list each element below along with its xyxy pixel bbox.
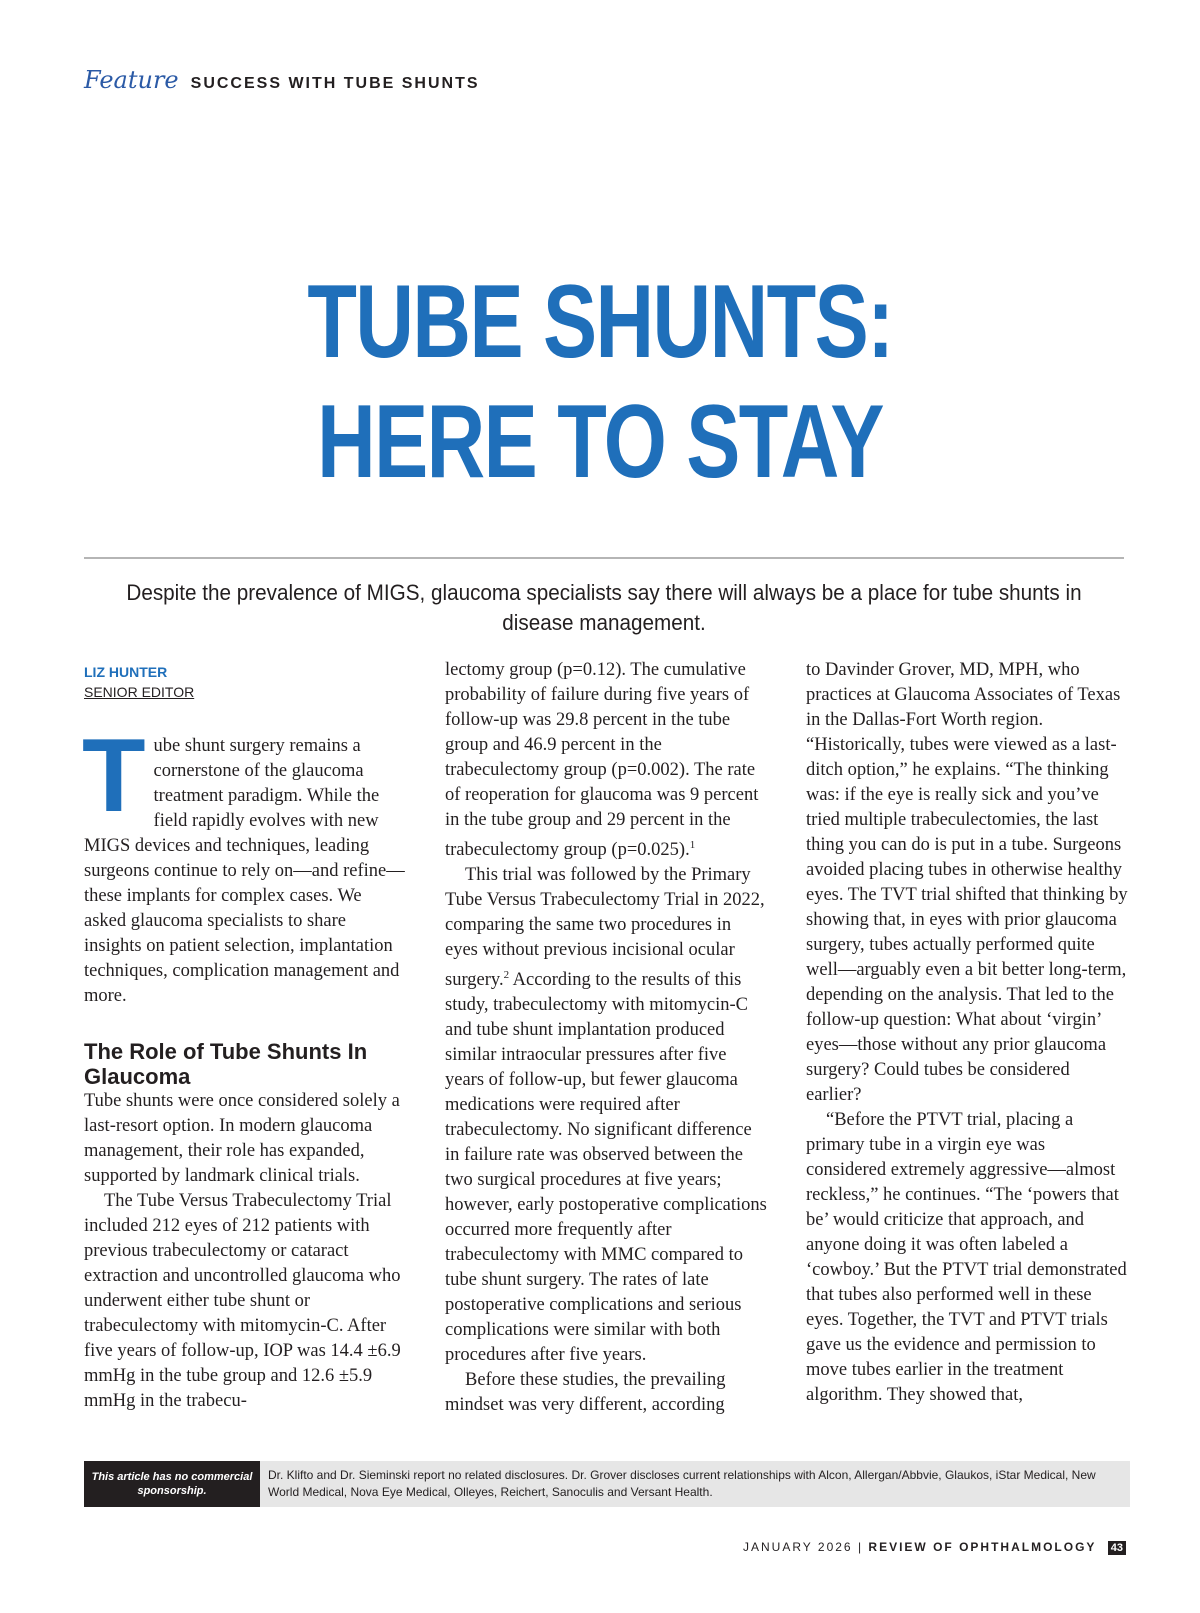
byline — [84, 662, 194, 702]
section-label: Feature — [84, 66, 179, 94]
reference-marker: 1 — [689, 839, 696, 851]
body-paragraph: Tube shunts were once considered solely a last-resort option. In modern glaucoma management, their role has expanded, supported by landmark clinical trials. — [84, 1091, 400, 1186]
section-kicker — [84, 66, 480, 94]
disclosure-box — [84, 1461, 1130, 1507]
body-paragraph — [445, 863, 767, 1368]
body-column-2 — [445, 658, 767, 1418]
issue-date: JANUARY 2026 — [742, 1540, 853, 1554]
drop-cap: T — [82, 718, 146, 834]
body-paragraph: “Before the PTVT trial, placing a primary tube in a virgin eye was considered extremely aggressive—almost reckless,” he continues. “The ‘powers that be’ would criticize that approach, and anyone doing it was often labeled a ‘cowboy.’ But the PTVT trial demonstrated that tubes also performed well in these eyes. Together, the TVT and PTVT trials gave us the evidence and permission to move tubes earlier in the treatment algorithm. They showed that, — [806, 1110, 1127, 1405]
sponsorship-note: This article has no commercial sponsorship. — [84, 1461, 260, 1507]
section-subhead: The Role of Tube Shunts In Glaucoma — [84, 1039, 368, 1089]
title-line-2: HERE TO STAY — [317, 384, 883, 500]
page-footer — [743, 1540, 1126, 1555]
intro-text: ube shunt surgery remains a cornerstone of the glaucoma treatment paradigm. While the field rapidly evolves with new MIGS devices and techniques, leading surgeons continue to rely on—and refine—these implants for complex cases. We asked glaucoma specialists to share insights on patient selection, implantation techniques, complication management and more. — [84, 736, 405, 1006]
body-column-1 — [82, 718, 406, 1414]
publication-name: REVIEW OF OPHTHALMOLOGY — [868, 1540, 1097, 1554]
body-paragraph: to Davinder Grover, MD, MPH, who practices at Glaucoma Associates of Texas in the Dallas-Fort Worth region. “Historically, tubes were viewed as a last-ditch option,” he explains. “The thinking was: if the eye is really sick and you’ve tried multiple trabeculectomies, the last thing you can do is put in a tube. Surgeons avoided placing tubes in otherwise healthy eyes. The TVT trial shifted that thinking by showing that, in eyes with prior glaucoma surgery, tubes actually performed quite well—arguably even a bit better long-term, depending on the analysis. That led to the follow-up question: What about ‘virgin’ eyes—those without any prior glaucoma surgery? Could tubes be considered earlier? — [806, 660, 1128, 1105]
title-divider — [84, 557, 1124, 559]
body-paragraph: Before these studies, the prevailing mindset was very different, according — [445, 1370, 726, 1416]
body-text: According to the results of this study, trabeculectomy with mitomycin-C and tube shunt implantation produced similar intraocular pressures after five years of follow-up, but fewer glaucoma medications were required after trabeculectomy. No significant difference in failure rate was observed between the two surgical procedures at five years; however, early postoperative complications occurred more frequently after trabeculectomy with MMC compared to tube shunt surgery. The rates of late postoperative complications and serious complications were similar with both procedures after five years. — [445, 970, 767, 1366]
title-line-1: TUBE SHUNTS: — [307, 264, 893, 380]
series-label: SUCCESS WITH TUBE SHUNTS — [190, 75, 480, 92]
body-paragraph: The Tube Versus Trabeculectomy Trial included 212 eyes of 212 patients with previous trabeculectomy or cataract extraction and uncontrolled glaucoma who underwent either tube shunt or trabeculectomy with mitomycin-C. After five years of follow-up, IOP was 14.4 ±6.9 mmHg in the tube group and 12.6 ±5.9 mmHg in the trabecu- — [84, 1191, 401, 1411]
footer-separator: | — [857, 1540, 864, 1554]
author-role: SENIOR EDITOR — [84, 684, 195, 700]
reference-marker: 2 — [503, 969, 510, 982]
body-text: lectomy group (p=0.12). The cumulative probability of failure during five years of follow-up was 29.8 percent in the tube group and 46.9 percent in the trabeculectomy group (p=0.002). The rate of reoperation for glaucoma was 9 percent in the tube group and 29 percent in the trabeculectomy group (p=0.025). — [445, 660, 759, 861]
disclosure-text: Dr. Klifto and Dr. Sieminski report no related disclosures. Dr. Grover discloses current relationships with Alcon, Allergan/Abbvie, Glaukos, iStar Medical, New World Medical, Nova Eye Medical, Olleyes, Reichert, Sanoculis and Versant Health. — [268, 1468, 1096, 1499]
body-text: This trial was followed by the Primary Tube Versus Trabeculectomy Trial in 2022, comparing the same two procedures in eyes without previous incisional ocular surgery. — [445, 865, 765, 991]
intro-paragraph — [82, 718, 406, 1009]
page-number: 43 — [1108, 1541, 1126, 1555]
article-title — [132, 262, 1068, 502]
author-name: LIZ HUNTER — [84, 664, 168, 680]
body-paragraph — [445, 658, 767, 863]
article-dek: Despite the prevalence of MIGS, glaucoma specialists say there will always be a place for tube shunts in disease management. — [126, 580, 1082, 635]
body-column-3 — [806, 658, 1128, 1408]
